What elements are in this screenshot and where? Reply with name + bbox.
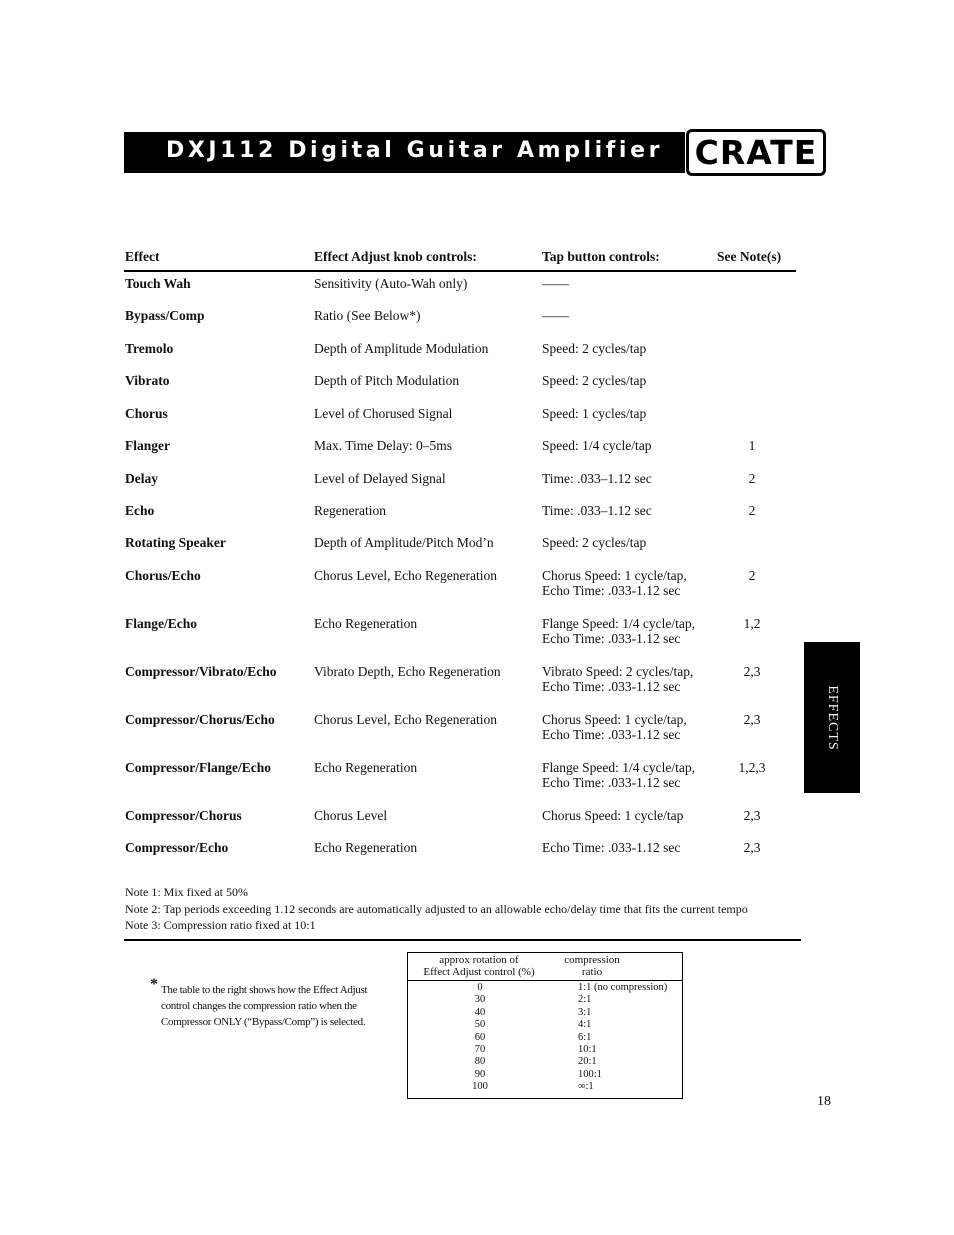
tap-control-line: Echo Time: .033-1.12 sec bbox=[542, 775, 681, 790]
notes-rule bbox=[124, 939, 801, 941]
effect-name: Rotating Speaker bbox=[125, 535, 226, 550]
note-3: Note 3: Compression ratio fixed at 10:1 bbox=[125, 918, 316, 932]
ratio-header-ratio-line: ratio bbox=[581, 966, 603, 978]
effect-name: Delay bbox=[125, 471, 158, 486]
footnote-text: The table to the right shows how the Effect Adjust control changes the compression ratio when the Compressor ONLY (“Bypass/Comp”) is selected. bbox=[161, 984, 368, 1028]
effect-name: Chorus/Echo bbox=[125, 568, 201, 583]
tap-control bbox=[542, 808, 683, 823]
tap-control bbox=[542, 616, 695, 646]
effect-name: Compressor/Chorus/Echo bbox=[125, 712, 275, 727]
notes-block bbox=[125, 884, 748, 934]
see-notes: 2,3 bbox=[743, 840, 761, 855]
tap-control bbox=[542, 503, 652, 518]
see-notes: 2,3 bbox=[743, 712, 761, 727]
ratio-header-rotation-line: Effect Adjust control (%) bbox=[423, 966, 535, 978]
effect-adjust-control: Vibrato Depth, Echo Regeneration bbox=[314, 664, 501, 679]
effect-adjust-control: Echo Regeneration bbox=[314, 616, 418, 631]
ratio-compression-value: 20:1 bbox=[578, 1056, 597, 1068]
see-notes: 2 bbox=[748, 503, 756, 518]
tap-control-line: Echo Time: .033-1.12 sec bbox=[542, 840, 681, 855]
ratio-header-ratio bbox=[548, 954, 636, 978]
tap-control-line: Echo Time: .033-1.12 sec bbox=[542, 679, 681, 694]
tap-control-line: Echo Time: .033-1.12 sec bbox=[542, 583, 681, 598]
effect-adjust-control: Sensitivity (Auto-Wah only) bbox=[314, 276, 468, 291]
page-title: DXJ112 Digital Guitar Amplifier bbox=[166, 138, 664, 163]
tap-control-line: Vibrato Speed: 2 cycles/tap, bbox=[542, 664, 694, 679]
effect-name: Flanger bbox=[125, 438, 170, 453]
column-header-tap: Tap button controls: bbox=[542, 249, 660, 264]
tap-control bbox=[542, 276, 569, 291]
tap-control-line: —— bbox=[542, 308, 569, 323]
tap-control-line: Flange Speed: 1/4 cycle/tap, bbox=[542, 616, 695, 631]
ratio-header-ratio-line: compression bbox=[564, 954, 620, 966]
effect-adjust-control: Regeneration bbox=[314, 503, 386, 518]
ratio-compression-value: 3:1 bbox=[578, 1006, 592, 1018]
crate-logo-text: CRATE bbox=[694, 133, 818, 172]
footnote-marker: * bbox=[150, 976, 158, 993]
column-header-notes: See Note(s) bbox=[717, 249, 782, 264]
effect-adjust-control: Depth of Amplitude/Pitch Mod’n bbox=[314, 535, 494, 550]
effect-adjust-control: Depth of Pitch Modulation bbox=[314, 373, 460, 388]
tap-control-line: Time: .033–1.12 sec bbox=[542, 471, 652, 486]
ratio-rotation-value: 60 bbox=[474, 1031, 486, 1043]
ratio-header-rule bbox=[408, 980, 682, 981]
see-notes: 1,2 bbox=[743, 616, 761, 631]
effect-adjust-control: Depth of Amplitude Modulation bbox=[314, 341, 489, 356]
effect-name: Compressor/Flange/Echo bbox=[125, 760, 271, 775]
tap-control bbox=[542, 406, 646, 421]
crate-logo bbox=[686, 129, 826, 176]
effect-adjust-control: Level of Chorused Signal bbox=[314, 406, 453, 421]
effect-name: Vibrato bbox=[125, 373, 170, 388]
ratio-compression-value: 10:1 bbox=[578, 1044, 597, 1055]
tap-control-line: Speed: 2 cycles/tap bbox=[542, 535, 647, 550]
tap-control bbox=[542, 760, 695, 790]
tap-control bbox=[542, 373, 646, 388]
tap-control bbox=[542, 712, 687, 742]
tap-control-line: Chorus Speed: 1 cycle/tap bbox=[542, 808, 684, 823]
effect-adjust-control: Echo Regeneration bbox=[314, 760, 418, 775]
see-notes: 2,3 bbox=[743, 808, 761, 823]
ratio-rotation-value: 80 bbox=[474, 1056, 486, 1068]
tap-control-line: Speed: 1 cycles/tap bbox=[542, 406, 647, 421]
tap-control-line: Speed: 2 cycles/tap bbox=[542, 341, 647, 356]
see-notes: 1 bbox=[748, 438, 756, 453]
ratio-compression-value: 100:1 bbox=[578, 1068, 602, 1080]
effect-name: Echo bbox=[125, 503, 155, 518]
effect-name: Touch Wah bbox=[125, 276, 191, 291]
tap-control bbox=[542, 664, 693, 694]
effect-adjust-control: Chorus Level bbox=[314, 808, 388, 823]
section-tab-label: EFFECTS bbox=[825, 684, 840, 751]
effect-adjust-control: Chorus Level, Echo Regeneration bbox=[314, 568, 497, 583]
see-notes: 2 bbox=[748, 568, 756, 583]
ratio-compression-value: 4:1 bbox=[578, 1019, 592, 1031]
note-1: Note 1: Mix fixed at 50% bbox=[125, 885, 248, 899]
tap-control bbox=[542, 840, 680, 855]
ratio-header-rotation bbox=[418, 954, 540, 978]
ratio-rotation-value: 40 bbox=[474, 1006, 486, 1018]
effect-adjust-control: Level of Delayed Signal bbox=[314, 471, 446, 486]
see-notes: 1,2,3 bbox=[738, 760, 766, 775]
tap-control-line: Speed: 2 cycles/tap bbox=[542, 373, 647, 388]
tap-control bbox=[542, 341, 646, 356]
effect-adjust-control: Ratio (See Below*) bbox=[314, 308, 421, 323]
see-notes: 2 bbox=[748, 471, 756, 486]
effect-name: Compressor/Echo bbox=[125, 840, 229, 855]
tap-control-line: Echo Time: .033-1.12 sec bbox=[542, 631, 681, 646]
tap-control-line: Time: .033–1.12 sec bbox=[542, 503, 652, 518]
ratio-compression-value: 2:1 bbox=[578, 994, 592, 1006]
page-number: 18 bbox=[817, 1094, 831, 1109]
ratio-rotation-value: 70 bbox=[474, 1044, 486, 1055]
section-tab bbox=[804, 642, 860, 793]
effect-adjust-control: Echo Regeneration bbox=[314, 840, 418, 855]
tap-control bbox=[542, 471, 652, 486]
effect-name: Chorus bbox=[125, 406, 168, 421]
ratio-rotation-value: 100 bbox=[472, 1081, 488, 1093]
ratio-header-rotation-line: approx rotation of bbox=[439, 954, 519, 966]
tap-control bbox=[542, 438, 651, 453]
effect-name: Tremolo bbox=[125, 341, 174, 356]
ratio-rotation-value: 90 bbox=[474, 1068, 486, 1080]
tap-control bbox=[542, 535, 646, 550]
tap-control-line: Flange Speed: 1/4 cycle/tap, bbox=[542, 760, 695, 775]
ratio-compression-value: ∞:1 bbox=[578, 1081, 594, 1093]
ratio-rotation-value: 0 bbox=[477, 982, 483, 993]
effect-name: Bypass/Comp bbox=[125, 308, 205, 323]
header-rule bbox=[124, 270, 796, 272]
ratio-compression-value: 1:1 (no compression) bbox=[578, 982, 668, 993]
note-2: Note 2: Tap periods exceeding 1.12 seconds are automatically adjusted to an allowable echo/delay time that fits the current tempo bbox=[125, 901, 748, 916]
tap-control-line: —— bbox=[542, 276, 569, 291]
ratio-rotation-value: 30 bbox=[474, 994, 486, 1006]
tap-control bbox=[542, 568, 687, 598]
tap-control-line: Chorus Speed: 1 cycle/tap, bbox=[542, 568, 687, 583]
ratio-rotation-value: 50 bbox=[474, 1019, 486, 1031]
effect-adjust-control: Chorus Level, Echo Regeneration bbox=[314, 712, 497, 727]
column-header-adjust: Effect Adjust knob controls: bbox=[314, 249, 477, 264]
tap-control-line: Chorus Speed: 1 cycle/tap, bbox=[542, 712, 687, 727]
tap-control-line: Speed: 1/4 cycle/tap bbox=[542, 438, 652, 453]
effect-adjust-control: Max. Time Delay: 0–5ms bbox=[314, 438, 453, 453]
see-notes: 2,3 bbox=[743, 664, 761, 679]
tap-control bbox=[542, 308, 569, 323]
crate-logo-frame bbox=[692, 135, 820, 170]
effect-name: Compressor/Vibrato/Echo bbox=[125, 664, 277, 679]
column-header-effect: Effect bbox=[125, 249, 160, 264]
title-bar bbox=[124, 132, 685, 173]
effect-name: Flange/Echo bbox=[125, 616, 198, 631]
tap-control-line: Echo Time: .033-1.12 sec bbox=[542, 727, 681, 742]
ratio-compression-value: 6:1 bbox=[578, 1031, 592, 1043]
compression-ratio-table bbox=[407, 952, 683, 1099]
effect-name: Compressor/Chorus bbox=[125, 808, 242, 823]
